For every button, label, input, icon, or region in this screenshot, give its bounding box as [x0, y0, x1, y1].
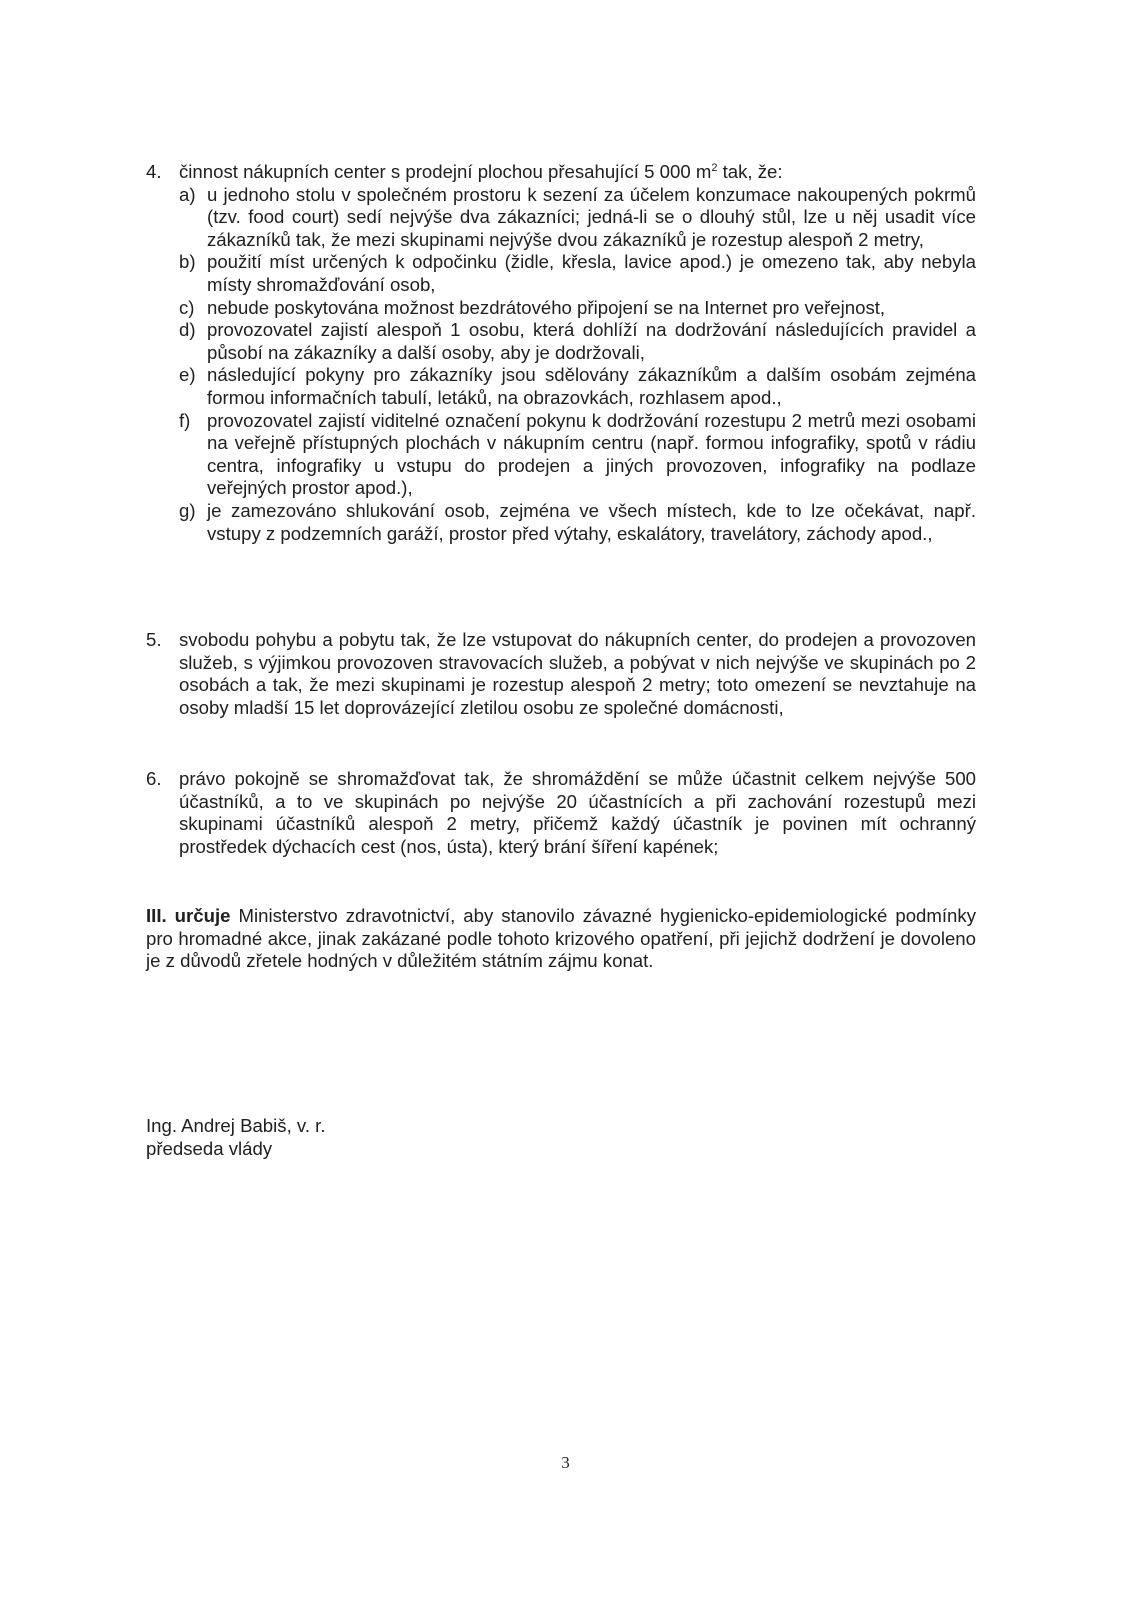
subitem-b: b) použití míst určených k odpočinku (židle, křesla, lavice apod.) je omezeno tak, aby nebyla místy shromažďování osob,: [179, 251, 976, 295]
subitem-g: g) je zamezováno shlukování osob, zejména ve všech místech, kde to lze očekávat, např. vstupy z podzemních garáží, prostor před výtahy, eskalátory, travelátory, záchody apod.,: [179, 499, 976, 544]
item-5: [146, 629, 976, 719]
item-4-intro: činnost nákupních center s prodejní plochou přesahující 5 000 $m^2$ tak, že:: [179, 161, 783, 182]
item-4: [146, 161, 976, 545]
subitem-e: e) následující pokyny pro zákazníky jsou sdělovány zákazníkům a dalším osobám zejména formou informačních tabulí, letáků, na obrazovkách, rozhlasem apod.,: [179, 364, 976, 408]
section-iii-paragraph: [146, 905, 976, 973]
item-6: [146, 768, 976, 858]
item-4-number: 4.: [146, 161, 162, 182]
signature-block: [146, 1115, 326, 1160]
item-5-text: svobodu pohybu a pobytu tak, že lze vstupovat do nákupních center, do prodejen a provozoven služeb, s výjimkou provozoven stravovacích služeb, a pobývat v nich nejvýše ve skupinách po 2 osobách a tak, že mezi skupinami je rozestup alespoň 2 metry; toto omezení se nevztahuje na osoby mladší 15 let doprovázející zletilou osobu ze společné domácnosti,: [179, 629, 976, 718]
item-5-number: 5.: [146, 629, 162, 650]
signatory-name: Ing. Andrej Babiš, v. r.: [146, 1115, 326, 1136]
item-6-number: 6.: [146, 768, 162, 789]
signatory-title: předseda vlády: [146, 1137, 273, 1159]
section-iii-label: III. určuje: [146, 905, 231, 926]
page-number: 3: [561, 1453, 570, 1472]
section-iii-text: Ministerstvo zdravotnictví, aby stanovilo závazné hygienicko-epidemiologické podmínky pro hromadné akce, jinak zakázané podle tohoto krizového opatření, při jejichž dodržení je dovoleno je z důvodů zřetele hodných v důležitém státním zájmu konat.: [146, 905, 976, 972]
section-iii: [146, 905, 976, 973]
subitem-d: d) provozovatel zajistí alespoň 1 osobu, která dohlíží na dodržování následujících pravidel a působí na zákazníky a další osoby, aby je dodržovali,: [179, 319, 976, 363]
item-6-text: právo pokojně se shromažďovat tak, že shromáždění se může účastnit celkem nejvýše 500 účastníků, a to ve skupinách po nejvýše 20 účastnících a při zachování rozestupů mezi skupinami účastníků alespoň 2 metry, přičemž každý účastník je povinen mít ochranný prostředek dýchacích cest (nos, ústa), který brání šíření kapének;: [179, 768, 976, 857]
subitem-a: a) u jednoho stolu v společném prostoru k sezení za účelem konzumace nakoupených pokrmů (tzv. food court) sedí nejvýše dva zákazníci; jedná-li se o dlouhý stůl, lze u něj usadit více zákazníků tak, že mezi skupinami nejvýše dvou zákazníků je rozestup alespoň 2 metry,: [179, 183, 976, 250]
subitem-c: c) nebude poskytována možnost bezdrátového připojení se na Internet pro veřejnost,: [179, 296, 886, 318]
subitem-f: f) provozovatel zajistí viditelné označení pokynu k dodržování rozestupu 2 metrů mezi osobami na veřejně přístupných plochách v nákupním centru (např. formou infografiky, spotů v rádiu centra, infografiky u vstupu do prodejen a jiných provozoven, infografiky na podlaze veřejných prostor apod.),: [179, 409, 976, 499]
